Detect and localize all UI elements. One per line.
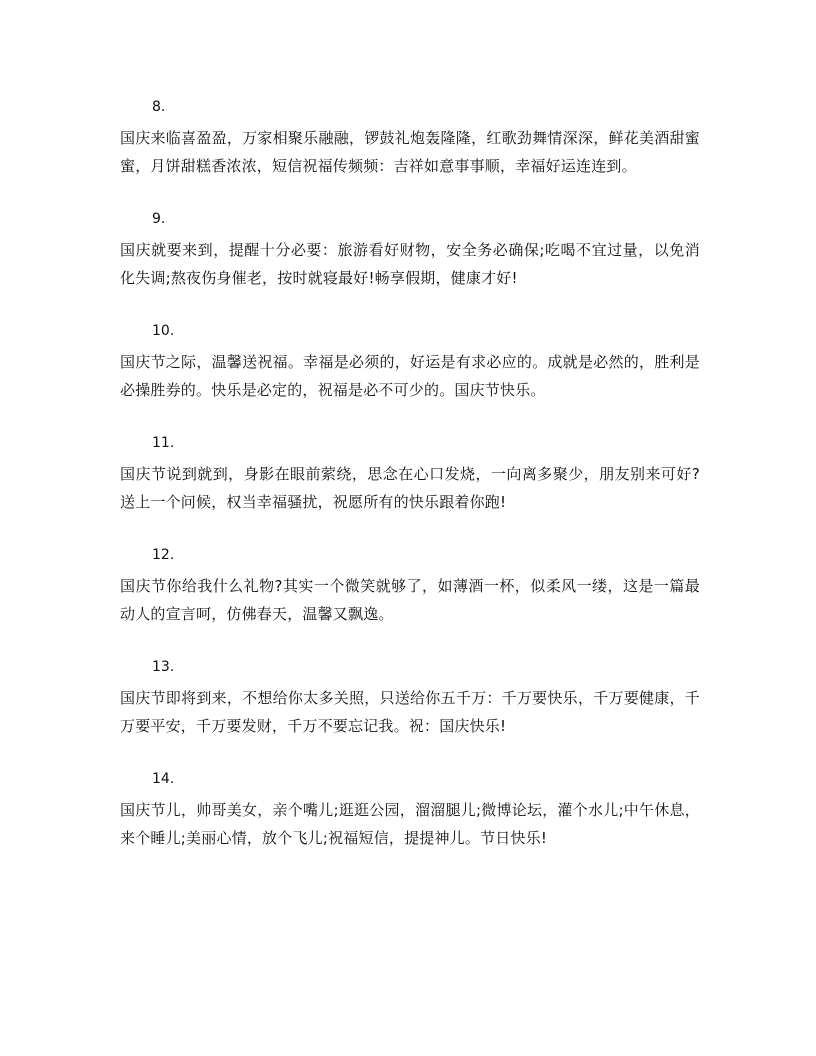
entry-9 <box>120 210 700 292</box>
entry-number: 9. <box>152 211 166 227</box>
entry-text: 国庆就要来到，提醒十分必要：旅游看好财物，安全务必确保;吃喝不宜过量，以免消化失调;熬夜伤身催老，按时就寝最好!畅享假期，健康才好! <box>120 241 700 287</box>
entry-number: 11. <box>152 435 175 451</box>
entry-text: 国庆节之际，温馨送祝福。幸福是必须的，好运是有求必应的。成就是必然的，胜利是必操胜券的。快乐是必定的，祝福是必不可少的。国庆节快乐。 <box>120 353 700 399</box>
entry-text: 国庆节你给我什么礼物?其实一个微笑就够了，如薄酒一杯，似柔风一缕，这是一篇最动人的宣言呵，仿佛春天，温馨又飘逸。 <box>120 577 700 623</box>
entry-number: 13. <box>152 659 175 675</box>
entry-8 <box>120 98 700 180</box>
entry-12 <box>120 546 700 628</box>
entry-14 <box>120 770 700 852</box>
entry-text: 国庆来临喜盈盈，万家相聚乐融融，锣鼓礼炮轰隆隆，红歌劲舞情深深，鲜花美酒甜蜜蜜，月饼甜糕香浓浓，短信祝福传频频：吉祥如意事事顺，幸福好运连连到。 <box>120 129 700 175</box>
entry-number: 14. <box>152 771 175 787</box>
entry-number: 10. <box>152 323 175 339</box>
entry-number: 12. <box>152 547 175 563</box>
entry-13 <box>120 658 700 740</box>
entry-text: 国庆节说到就到，身影在眼前萦绕，思念在心口发烧，一向离多聚少，朋友别来可好?送上一个问候，权当幸福骚扰，祝愿所有的快乐跟着你跑! <box>120 465 700 511</box>
entry-text: 国庆节即将到来，不想给你太多关照，只送给你五千万：千万要快乐，千万要健康，千万要平安，千万要发财，千万不要忘记我。祝：国庆快乐! <box>120 689 700 735</box>
entry-text: 国庆节儿，帅哥美女，亲个嘴儿;逛逛公园，溜溜腿儿;微博论坛，灌个水儿;中午休息，来个睡儿;美丽心情，放个飞儿;祝福短信，提提神儿。节日快乐! <box>120 801 700 847</box>
entry-10 <box>120 322 700 404</box>
entry-number: 8. <box>152 99 166 115</box>
entry-11 <box>120 434 700 516</box>
